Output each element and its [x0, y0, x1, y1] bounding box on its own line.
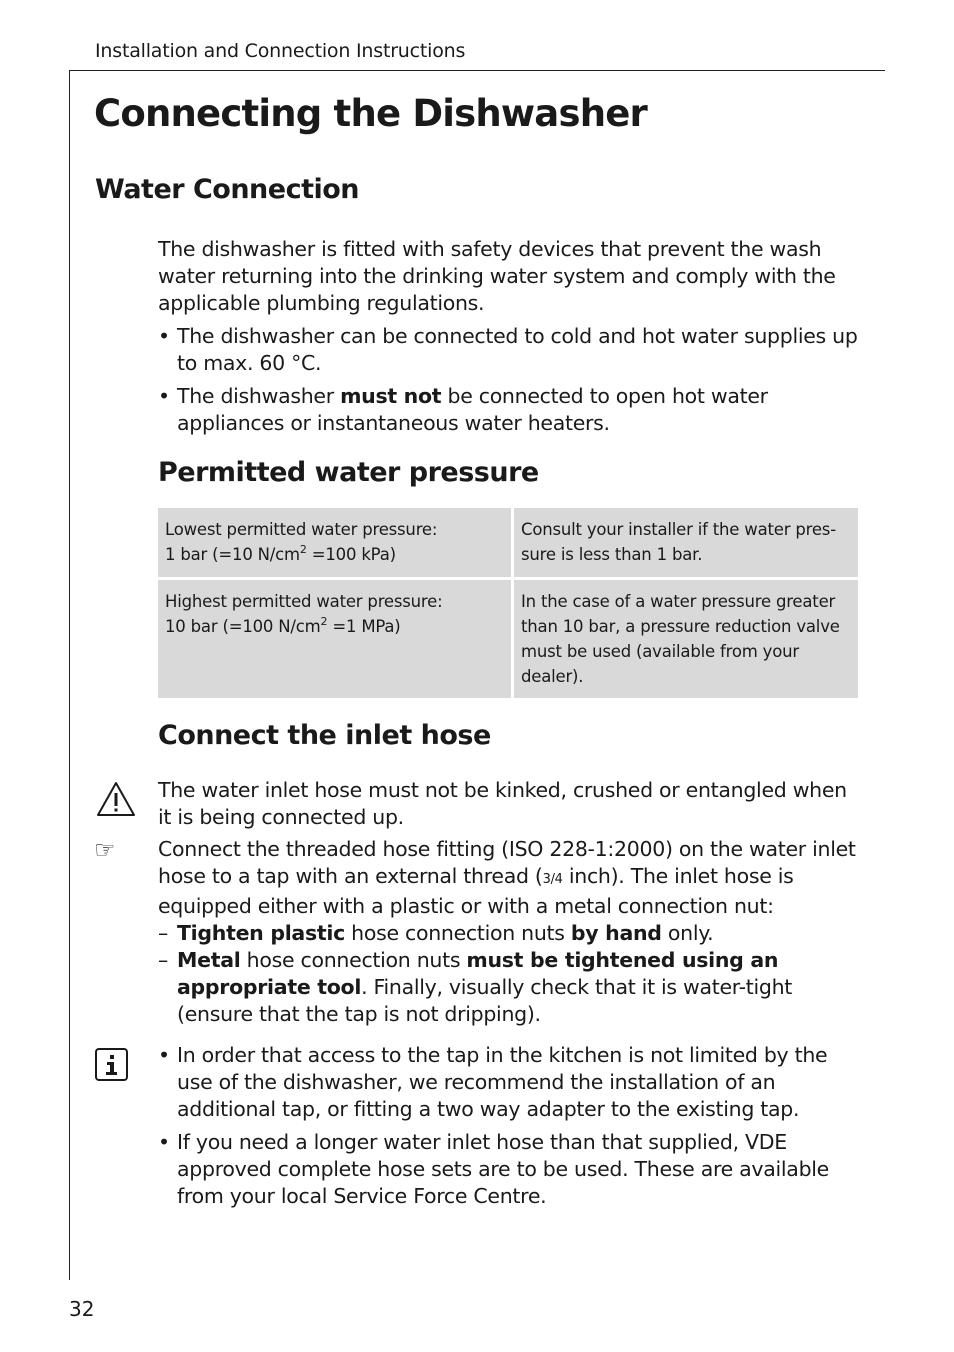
table-cell: [158, 508, 513, 579]
table-cell: [158, 579, 513, 699]
pointing-hand-icon: ☞: [94, 836, 116, 864]
bullet-text: If you need a longer water inlet hose than that supplied, VDE approved complete hose sets are to be used. These are available from your local Service Force Centre.: [177, 1130, 829, 1208]
list-item: [158, 1042, 858, 1123]
list-item: [158, 323, 858, 377]
text-run: be connected to open hot water appliances or instantaneous water heaters.: [177, 384, 768, 435]
cell-label: Highest permitted water pressure:: [165, 592, 443, 611]
water-connection-section: [158, 236, 858, 437]
bullet-mark: •: [158, 1130, 170, 1154]
text-run: inch). The inlet hose is equipped either with a plastic or with a metal connection nut:: [158, 864, 794, 918]
warning-text: The water inlet hose must not be kinked, crushed or entangled when it is being connected up.: [158, 778, 847, 829]
bullet-text: In order that access to the tap in the kitchen is not limited by the use of the dishwasher, we recommend the installation of an additional tap, or fitting a two way adapter to the existing tap.: [177, 1043, 828, 1121]
step-text: [158, 836, 858, 920]
list-item: [158, 1129, 858, 1210]
inlet-step: [158, 836, 858, 1028]
emphasis: must be tightened using an appropriate tool: [177, 948, 779, 999]
cell-label: Lowest permitted water pressure:: [165, 520, 438, 539]
emphasis: must not: [340, 384, 442, 408]
fraction: 3/4: [542, 872, 563, 887]
cell-value: [165, 542, 505, 567]
text-run: 10 bar (=100 N/cm: [165, 617, 321, 636]
emphasis: Tighten plastic: [177, 921, 345, 945]
text-run: only.: [661, 921, 714, 945]
text-run: =1 MPa): [327, 617, 401, 636]
bullet-mark: •: [158, 324, 170, 348]
list-item: [158, 920, 858, 947]
info-section: [158, 1042, 858, 1210]
table-row: [158, 508, 858, 579]
text-run: . Finally, visually check that it is water-tight (ensure that the tap is not dripping).: [177, 975, 792, 1026]
margin-rule: [69, 70, 70, 1280]
emphasis: Metal: [177, 948, 241, 972]
table-row: [158, 579, 858, 699]
table-cell: [513, 579, 859, 699]
list-item: [158, 947, 858, 1028]
inlet-heading: Connect the inlet hose: [158, 720, 491, 751]
bullet-text: The dishwasher can be connected to cold and hot water supplies up to max. 60 °C.: [177, 324, 858, 375]
text-run: The dishwasher: [177, 384, 341, 408]
text-run: hose connection nuts: [344, 921, 571, 945]
warning-triangle-icon: [96, 781, 136, 821]
bullet-text: [177, 384, 768, 435]
page-number: 32: [69, 1297, 95, 1321]
dash-mark: –: [158, 948, 168, 972]
info-icon: [95, 1048, 128, 1085]
cell-value: [165, 614, 505, 639]
cell-note: Consult your installer if the water pres-sure is less than 1 bar.: [521, 520, 836, 564]
page-title: Connecting the Dishwasher: [94, 92, 647, 135]
intro-paragraph: The dishwasher is fitted with safety devices that prevent the wash water returning into the drinking water system and comply with the applicable plumbing regulations.: [158, 237, 836, 315]
running-header: Installation and Connection Instructions: [95, 40, 466, 62]
bullet-mark: •: [158, 384, 170, 408]
text-run: Connect the threaded hose fitting (ISO 228-1:2000) on the water inlet hose to a tap with an external thread (: [158, 837, 856, 888]
text-run: =100 kPa): [306, 545, 396, 564]
pressure-heading: Permitted water pressure: [158, 457, 539, 488]
superscript: 2: [320, 615, 328, 628]
water-connection-heading: Water Connection: [95, 174, 360, 205]
dash-text: [177, 921, 713, 945]
cell-note: In the case of a water pressure greater than 10 bar, a pressure reduction valve must be used (available from your dealer).: [521, 592, 840, 686]
bullet-mark: •: [158, 1043, 170, 1067]
emphasis: by hand: [570, 921, 662, 945]
text-run: 1 bar (=10 N/cm: [165, 545, 300, 564]
table-cell: [513, 508, 859, 579]
pressure-table: [158, 508, 858, 698]
superscript: 2: [299, 543, 307, 556]
list-item: [158, 383, 858, 437]
dash-mark: –: [158, 921, 168, 945]
dash-text: [177, 948, 792, 1026]
header-rule: [69, 70, 885, 71]
text-run: hose connection nuts: [240, 948, 467, 972]
